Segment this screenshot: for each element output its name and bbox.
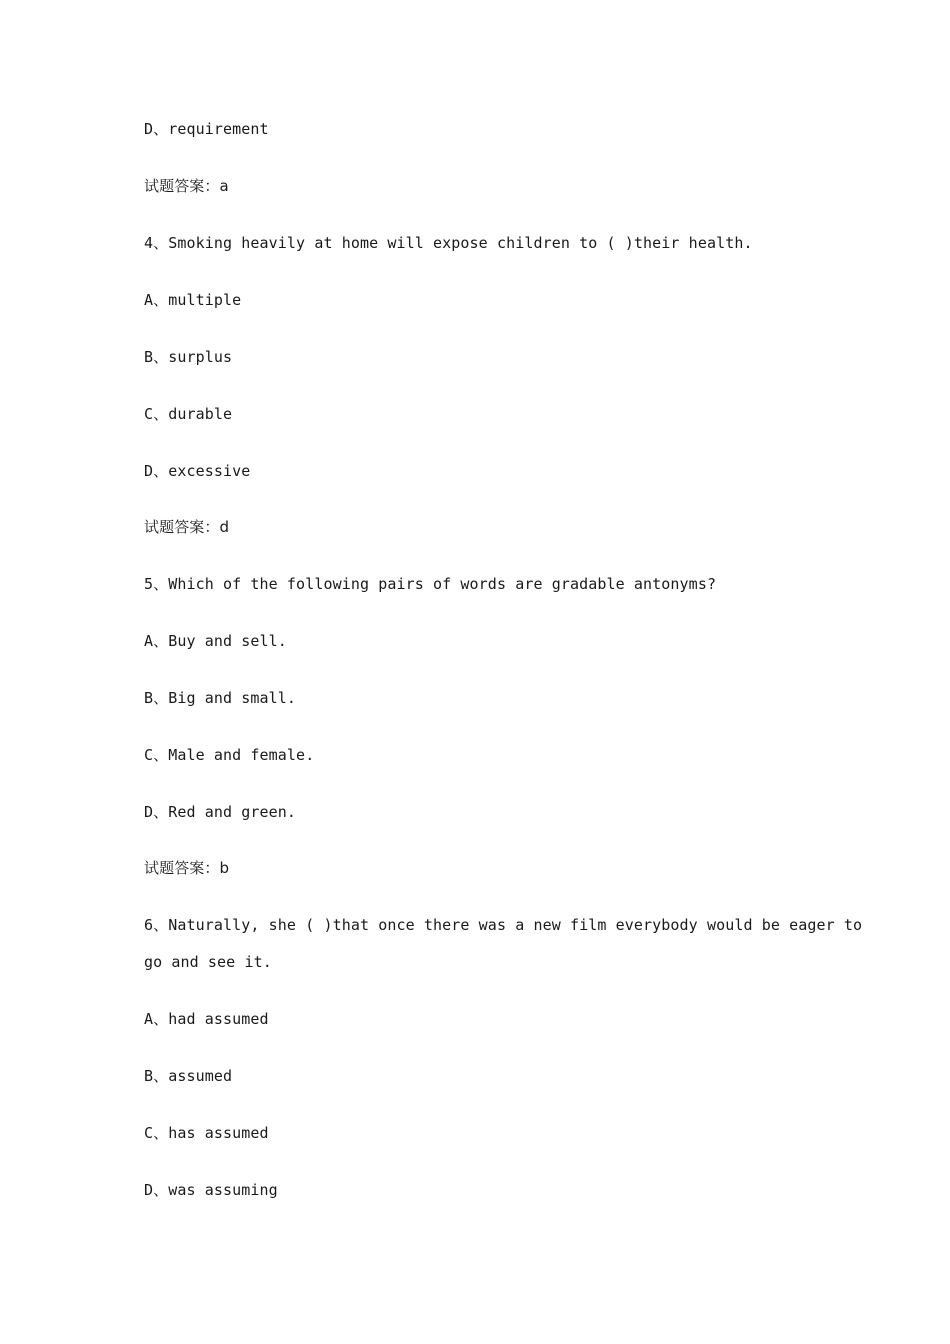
q4-answer: 试题答案：d [144,518,230,536]
q6-stem-line-2: go and see it. [144,953,272,971]
q4-option-b: B、surplus [144,348,233,366]
q3-option-d: D、requirement [144,120,269,138]
q6-option-c: C、has assumed [144,1124,269,1142]
q6-stem-line-1: 6、Naturally, she ( )that once there was a new film everybody would be eager to [144,916,863,934]
q5-answer: 试题答案：b [144,859,230,877]
q6-option-b: B、assumed [144,1067,233,1085]
q5-option-b: B、Big and small. [144,689,297,707]
q4-option-a: A、multiple [144,291,242,309]
q6-option-a: A、had assumed [144,1010,269,1028]
q5-option-c: C、Male and female. [144,746,315,764]
q4-stem: 4、Smoking heavily at home will expose children to ( )their health. [144,234,753,252]
q4-option-c: C、durable [144,405,233,423]
q5-stem: 5、Which of the following pairs of words are gradable antonyms? [144,575,717,593]
q3-answer: 试题答案：a [144,177,229,195]
q6-option-d: D、was assuming [144,1181,278,1199]
q5-option-a: A、Buy and sell. [144,632,287,650]
q4-option-d: D、excessive [144,462,251,480]
q5-option-d: D、Red and green. [144,803,297,821]
